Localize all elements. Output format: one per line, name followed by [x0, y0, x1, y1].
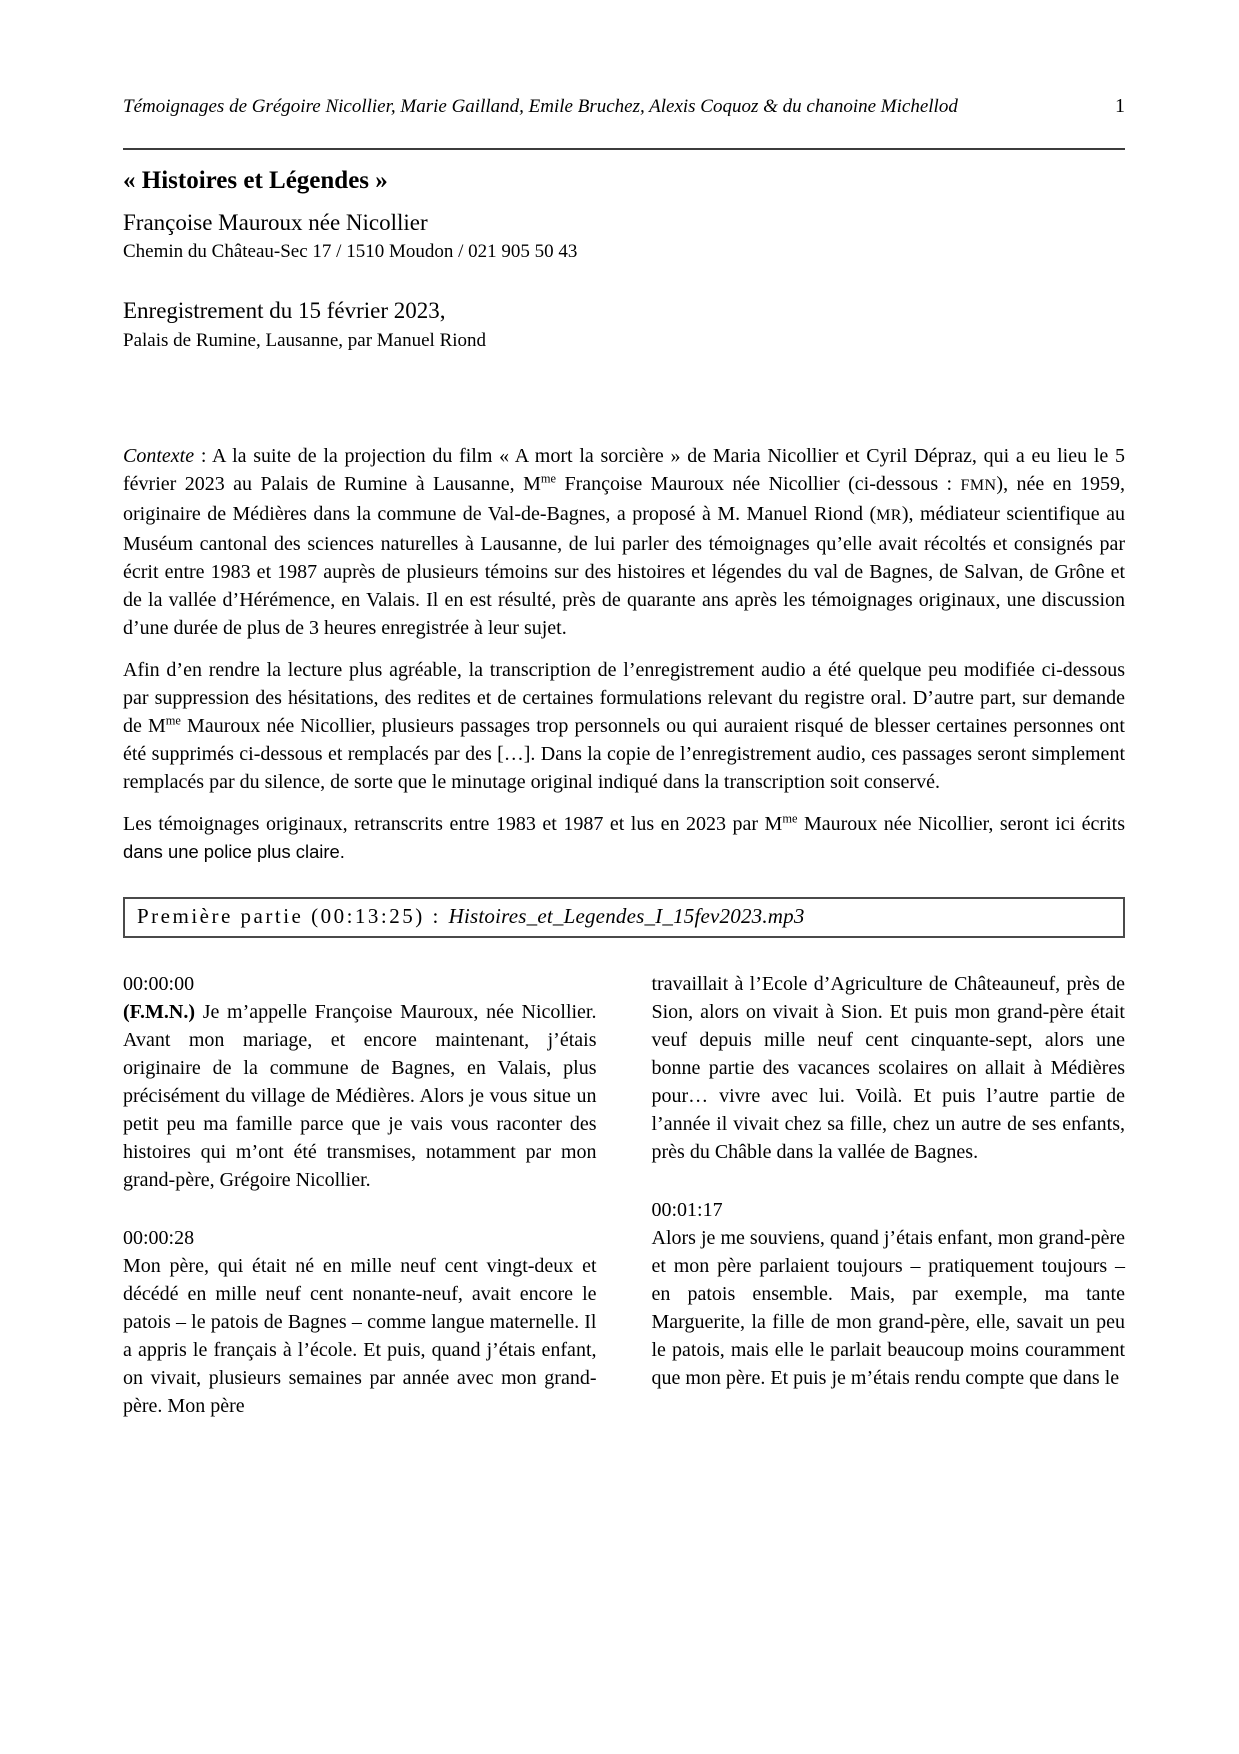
timestamp: 00:00:28 [123, 1227, 195, 1249]
method-paragraph: Afin d’en rendre la lecture plus agréable, la transcription de l’enregistrement audio a été quelque peu modifiée ci-dessous par suppression des hésitations, des redites et de certaines formulations relevant du registre oral. D’autre part, sur demande de $M^{me}$ Mauroux née Nicollier, plusieurs passages trop personnels ou qui auraient risqué de blesser certaines personnes ont été supprimés ci-dessous et remplacés par des […]. Dans la copie de l’enregistrement audio, ces passages seront simplement remplacés par du silence, de sorte que le minutage original indiqué dans la transcription soit conservé. [123, 659, 1125, 793]
audio-filename: Histoires_et_Legendes_I_15fev2023.mp3 [448, 904, 805, 928]
recording-title: Enregistrement du 15 février 2023, [123, 298, 446, 323]
header-rule [123, 148, 1125, 150]
page-number: 1 [1115, 95, 1125, 117]
transcript-entry [652, 970, 1126, 1166]
transcript-column-left [123, 970, 597, 1420]
timestamp: 00:01:17 [651, 1199, 723, 1221]
document-title: « Histoires et Légendes » [123, 167, 388, 194]
transcript-text: travaillait à l’Ecole d’Agriculture de Châteauneuf, près de Sion, alors on vivait à Sion. Et puis mon grand-père était veuf depuis mille neuf cent cinquante-sept, alors une bonne partie des vacances scolaires on allait à Médières pour… vivre avec lui. Voilà. Et puis l’autre partie de l’année il vivait chez sa fille, chez un autre de ses enfants, près du Châble dans la vallée de Bagnes. [651, 973, 1125, 1163]
running-header [123, 93, 1125, 120]
author-address: Chemin du Château-Sec 17 / 1510 Moudon / 021 905 50 43 [123, 241, 578, 262]
transcript-columns [123, 970, 1125, 1420]
timestamp: 00:00:00 [123, 973, 195, 995]
author-name: Françoise Mauroux née Nicollier [123, 210, 428, 235]
transcript-text: Alors je me souviens, quand j’étais enfant, mon grand-père et mon père parlaient toujours – pratiquement toujours – en patois ensemble. Mais, par exemple, ma tante Marguerite, la fille de mon grand-père, elle, savait un peu le patois, mais elle le parlait beaucoup moins couramment que mon père. Et puis je m’étais rendu compte que dans le [651, 1227, 1125, 1389]
recording-details: Palais de Rumine, Lausanne, par Manuel Riond [123, 330, 487, 351]
section-label: Première partie (00:13:25) : [137, 904, 449, 928]
section-heading-box [123, 897, 1125, 938]
transcript-text: (F.M.N.) Je m’appelle Françoise Mauroux, née Nicollier. Avant mon mariage, et encore maintenant, j’étais originaire de la commune de Bagnes, en Valais, plus précisément du village de Médières. Alors je vous situe un petit peu ma famille parce que je vais vous raconter des histoires qui m’ont été transmises, notamment par mon grand-père, Grégoire Nicollier. [123, 1001, 597, 1191]
transcript-text: Mon père, qui était né en mille neuf cent vingt-deux et décédé en mille neuf cent nonante-neuf, avait encore le patois – le patois de Bagnes – comme langue maternelle. Il a appris le français à l’école. Et puis, quand j’étais enfant, on vivait, plusieurs semaines par année avec mon grand-père. Mon père [123, 1255, 597, 1417]
transcript-column-right [652, 970, 1126, 1420]
context-paragraph: Contexte : A la suite de la projection du film « A mort la sorcière » de Maria Nicollier et Cyril Dépraz, qui a eu lieu le 5 février 2023 au Palais de Rumine à Lausanne, $M^{me}$ Françoise Mauroux née Nicollier (ci-dessous : FMN), née en 1959, originaire de Médières dans la commune de Val-de-Bagnes, a proposé à M. Manuel Riond (MR), médiateur scientifique au Muséum cantonal des sciences naturelles à Lausanne, de lui parler des témoignages qu’elle avait récoltés et consignés par écrit entre 1983 et 1987 auprès de plusieurs témoins sur des histoires et légendes du val de Bagnes, de Salvan, de Grône et de la vallée d’Hérémence, en Valais. Il en est résulté, près de quarante ans après les témoignages originaux, une discussion d’une durée de plus de 3 heures enregistrée à leur sujet. [123, 445, 1126, 639]
transcript-entry [123, 1224, 597, 1420]
running-header-title: Témoignages de Grégoire Nicollier, Marie Gailland, Emile Bruchez, Alexis Coquoz & du chanoine Michellod [123, 96, 958, 117]
transcript-entry [652, 1196, 1126, 1392]
note-paragraph: Les témoignages originaux, retranscrits entre 1983 et 1987 et lus en 2023 par $M^{me}$ Mauroux née Nicollier, seront ici écrits dans une police plus claire. [123, 811, 1125, 862]
transcript-entry [123, 970, 597, 1194]
